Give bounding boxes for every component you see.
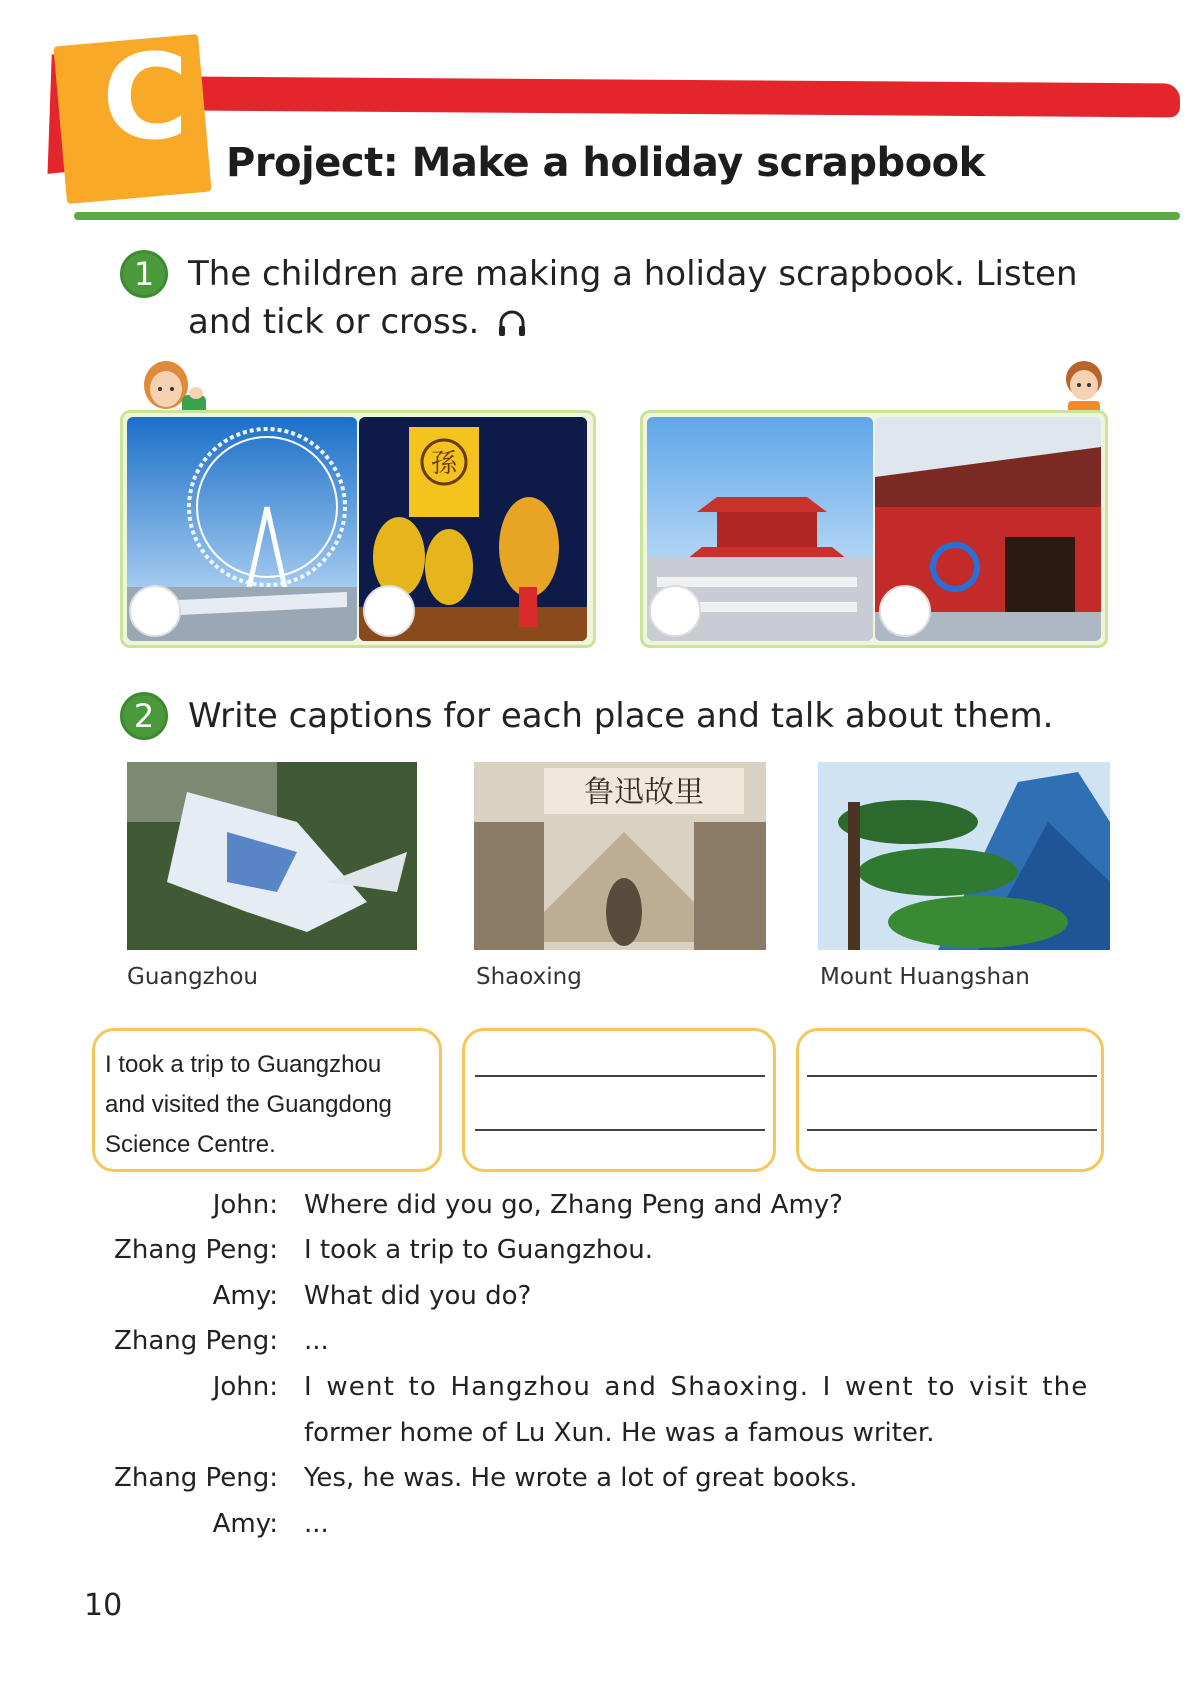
caption-blank-line[interactable] — [807, 1075, 1097, 1077]
place-label-guangzhou: Guangzhou — [127, 964, 258, 990]
place-label-shaoxing: Shaoxing — [476, 964, 582, 990]
section-header — [0, 0, 1190, 240]
activity-1-instruction-line1: The children are making a holiday scrapbook. Listen — [188, 254, 1078, 294]
svg-text:孫: 孫 — [430, 449, 458, 479]
svg-text:鲁迅故里: 鲁迅故里 — [584, 775, 704, 810]
dialogue-text: I went to Hangzhou and Shaoxing. I went to visit the — [304, 1372, 1089, 1402]
speaker-name: Zhang Peng: — [114, 1326, 278, 1356]
header-green-line — [74, 212, 1180, 220]
shaoxing-photo — [474, 762, 766, 950]
dialogue-text: former home of Lu Xun. He was a famous writer. — [304, 1418, 935, 1448]
dialogue-text: Where did you go, Zhang Peng and Amy? — [304, 1190, 843, 1220]
answer-circle-1[interactable] — [129, 585, 181, 637]
speaker-name: Zhang Peng: — [114, 1463, 278, 1493]
speaker-name: Amy: — [212, 1281, 278, 1311]
boy-character-icon — [1054, 355, 1114, 415]
answer-circle-2[interactable] — [363, 585, 415, 637]
scrapbook-frame-right — [640, 410, 1108, 648]
activity-1-instruction — [188, 250, 1078, 346]
dialogue-line — [0, 1190, 1190, 1234]
header-red-bar — [190, 77, 1180, 118]
dialogue-line — [0, 1509, 1190, 1553]
dialogue-line — [0, 1418, 1190, 1462]
activity-1-number: 1 — [120, 250, 168, 298]
speaker-name: John: — [212, 1372, 278, 1402]
mount-huangshan-photo — [818, 762, 1110, 950]
caption-example-line1: I took a trip to Guangzhou — [105, 1051, 382, 1078]
caption-box-guangzhou — [92, 1028, 442, 1172]
dialogue-line — [0, 1235, 1190, 1279]
dialogue-text: ... — [304, 1326, 329, 1356]
caption-example-line2: and visited the Guangdong — [105, 1091, 392, 1118]
answer-circle-4[interactable] — [879, 585, 931, 637]
activity-2-number: 2 — [120, 692, 168, 740]
dialogue-text: ... — [304, 1509, 329, 1539]
speaker-name: John: — [212, 1190, 278, 1220]
page-number: 10 — [84, 1588, 123, 1623]
activity-2-instruction: Write captions for each place and talk about them. — [188, 696, 1054, 736]
speaker-name: Zhang Peng: — [114, 1235, 278, 1265]
answer-circle-3[interactable] — [649, 585, 701, 637]
dialogue-line — [0, 1281, 1190, 1325]
section-letter: C — [102, 28, 189, 166]
girl-character-icon — [132, 355, 212, 415]
caption-box-mount-huangshan — [796, 1028, 1104, 1172]
place-label-mount-huangshan: Mount Huangshan — [820, 964, 1030, 990]
dialogue-text: What did you do? — [304, 1281, 532, 1311]
speaker-name: Amy: — [212, 1509, 278, 1539]
dialogue-text: Yes, he was. He wrote a lot of great books. — [304, 1463, 858, 1493]
dialogue-text: I took a trip to Guangzhou. — [304, 1235, 654, 1265]
caption-example-line3: Science Centre. — [105, 1131, 276, 1158]
dialogue-line — [0, 1463, 1190, 1507]
caption-box-shaoxing — [462, 1028, 776, 1172]
scrapbook-frame-left — [120, 410, 596, 648]
guangzhou-photo — [127, 762, 417, 950]
headphones-icon — [496, 308, 528, 340]
caption-blank-line[interactable] — [807, 1129, 1097, 1131]
dialogue-line — [0, 1326, 1190, 1370]
activity-1-instruction-line2: and tick or cross. — [188, 302, 480, 342]
caption-blank-line[interactable] — [475, 1129, 765, 1131]
dialogue-line — [0, 1372, 1190, 1416]
caption-blank-line[interactable] — [475, 1075, 765, 1077]
caption-example — [105, 1045, 435, 1165]
page-title: Project: Make a holiday scrapbook — [226, 140, 985, 186]
